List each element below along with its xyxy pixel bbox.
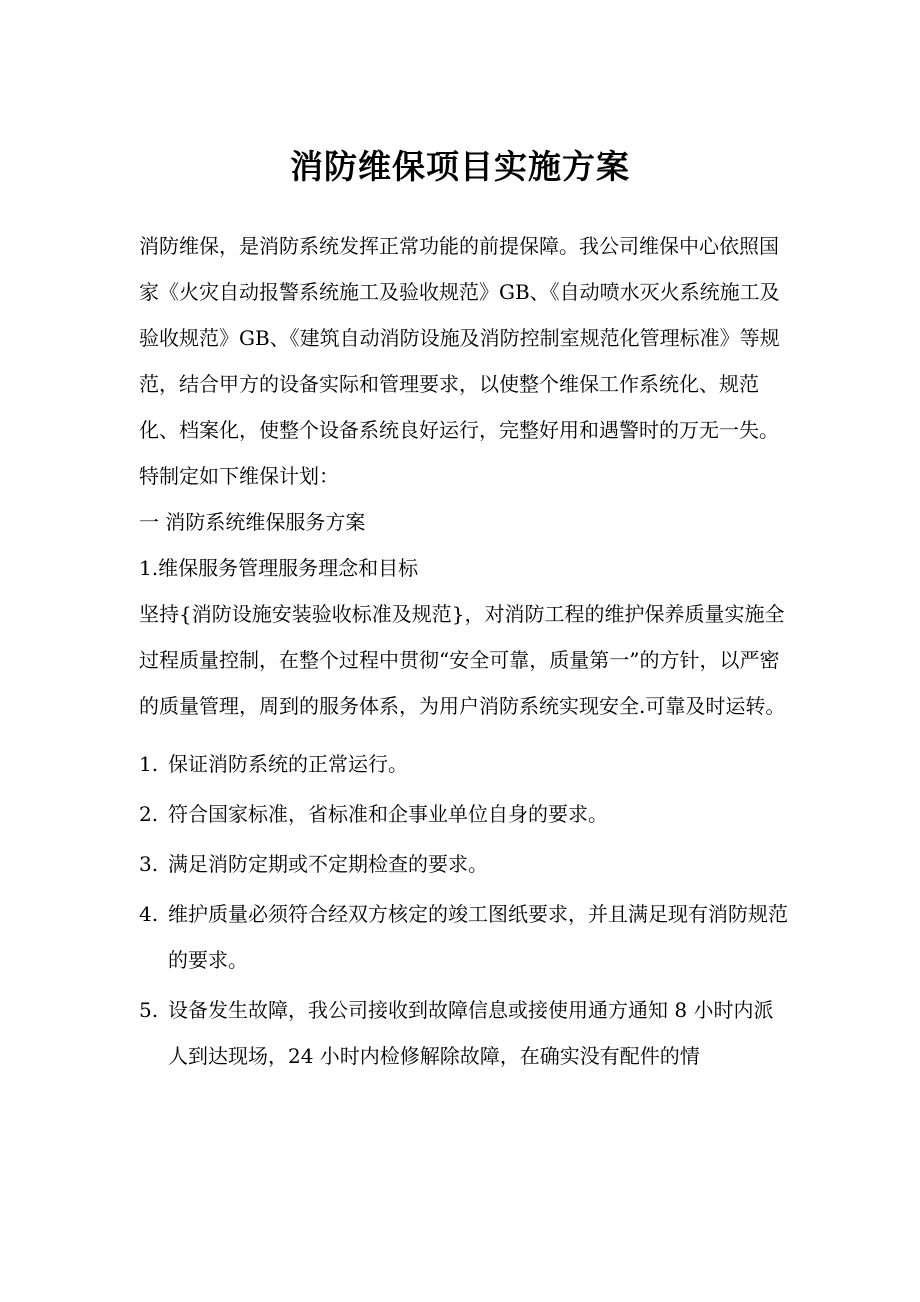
list-item-number: 1. [139,752,159,776]
list-item-text: 符合国家标准，省标准和企事业单位自身的要求。 [168,802,608,826]
document-title: 消防维保项目实施方案 [290,147,630,186]
list-item-text: 维护质量必须符合经双方核定的竣工图纸要求，并且满足现有消防规范的要求。 [168,902,788,972]
list-item [139,741,789,787]
intro-paragraph: 消防维保，是消防系统发挥正常功能的前提保障。我公司维保中心依照国家《火灾自动报警系统施工及验收规范》GB、《自动喷水灭火系统施工及验收规范》GB、《建筑自动消防设施及消防控制室规范化管理标准》等规范，结合甲方的设备实际和管理要求，以使整个维保工作系统化、规范化、档案化，使整个设备系统良好运行，完整好用和遇警时的万无一失。特制定如下维保计划： [139,234,780,488]
list-item [139,987,789,1079]
list-item-text: 设备发生故障，我公司接收到故障信息或接使用通方通知 8 小时内派人到达现场，24 小时内检修解除故障，在确实没有配件的情 [168,998,774,1068]
list-item-text: 满足消防定期或不定期检查的要求。 [168,852,488,876]
list-item [139,891,789,983]
goals-list [139,741,789,1079]
subsection-heading: 1.维保服务管理服务理念和目标 [139,556,419,580]
subsection-paragraph: 坚持{消防设施安装验收标准及规范}，对消防工程的维护保养质量实施全过程质量控制，在整个过程中贯彻“安全可靠，质量第一”的方针，以严密的质量管理，周到的服务体系，为用户消防系统实现安全.可靠及时运转。 [139,602,786,718]
list-item [139,841,789,887]
list-item [139,791,789,837]
list-item-number: 4. [139,902,159,926]
list-item-text: 保证消防系统的正常运行。 [168,752,408,776]
list-item-number: 3. [139,852,159,876]
document-body [139,223,789,1083]
list-item-number: 2. [139,802,159,826]
section-heading: 一 消防系统维保服务方案 [139,510,366,534]
list-item-number: 5. [139,998,159,1022]
